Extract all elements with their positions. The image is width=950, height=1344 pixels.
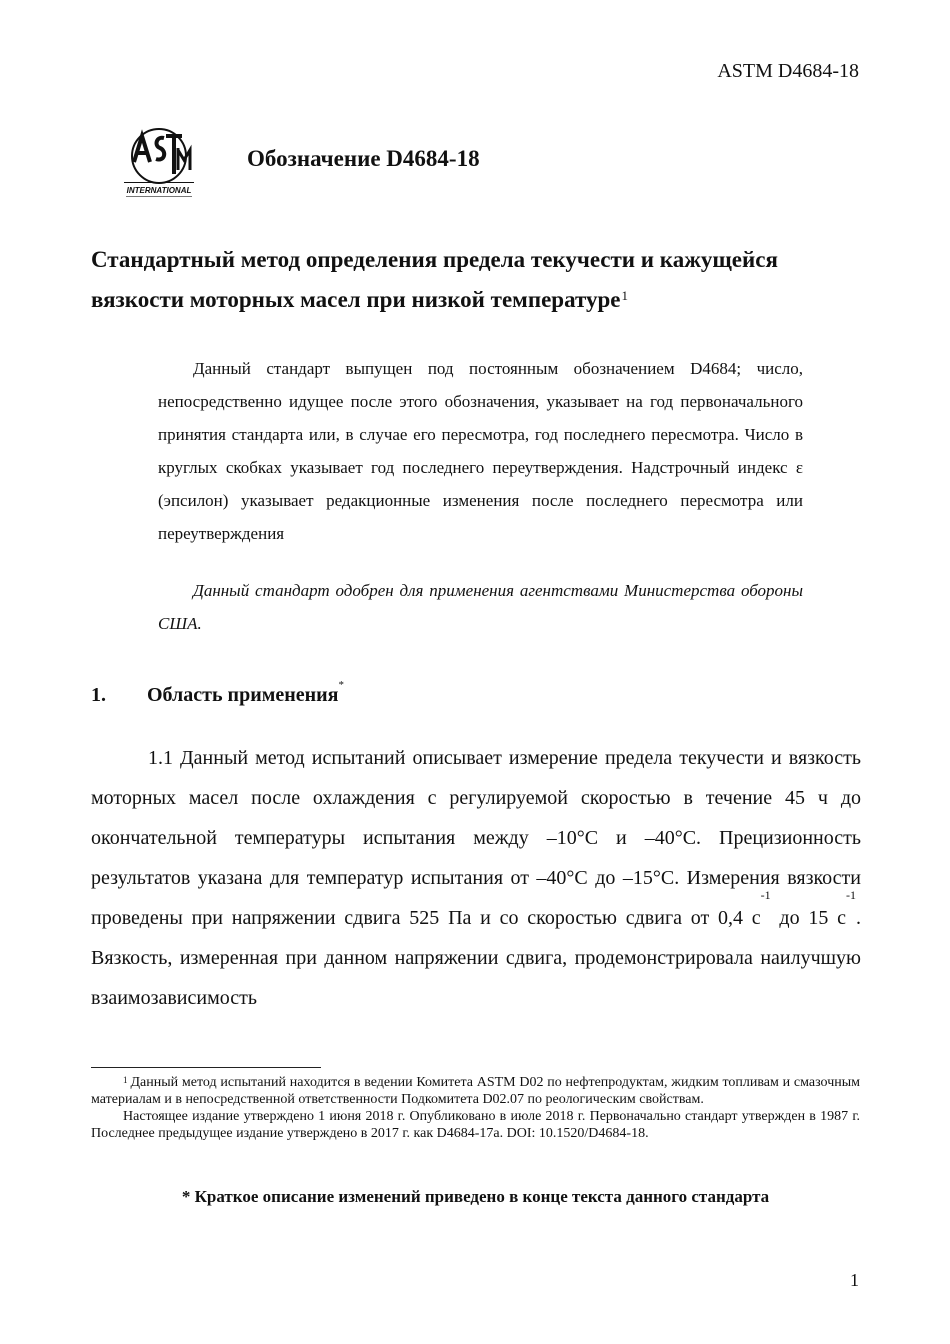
paragraph-text-part-3: . Вязкость, измеренная при данном напряжении сдвига, продемонстрировала наилучшую взаимозависимость	[91, 907, 861, 1009]
running-header: ASTM D4684-18	[717, 60, 859, 82]
footnote-1	[91, 1074, 860, 1108]
exponent: -1	[846, 888, 856, 902]
exponent: -1	[760, 888, 771, 902]
paragraph-text-part-1: 1.1 Данный метод испытаний описывает измерение предела текучести и вязкость моторных масел после охлаждения с регулируемой скоростью в течение 45 ч до окончательной температуры испытания между –10°C и –40°C. Прецизионность результатов указана для температур испытания от –40°C до –15°C. Измерения вязкости проведены при напряжении сдвига 525 Па и со скоростью сдвига от 0,4 с	[91, 747, 861, 929]
footnotes	[91, 1074, 860, 1142]
footnote-text: Данный метод испытаний находится в ведении Комитета ASTM D02 по нефтепродуктам, жидким топливам и смазочным материалам и в непосредственной ответственности Подкомитета D02.07 по реологическим свойствам.	[91, 1075, 860, 1107]
paragraph-text-part-2: до 15 с	[770, 907, 846, 929]
paragraph-1-1	[91, 738, 861, 1018]
astm-logo-icon	[116, 126, 202, 200]
section-marker: *	[338, 679, 344, 691]
designation: Обозначение D4684-18	[247, 146, 480, 171]
section-heading	[91, 679, 344, 707]
astm-logo	[116, 126, 202, 200]
title-line-1: Стандартный метод определения предела текучести и кажущейся	[91, 247, 778, 272]
changes-note: * Краткое описание изменений приведено в конце текста данного стандарта	[181, 1187, 770, 1206]
document-title	[91, 240, 861, 320]
footnote-marker: 1	[123, 1075, 128, 1085]
page-number: 1	[850, 1270, 859, 1290]
title-footnote-ref: 1	[621, 288, 628, 303]
footnote-divider	[91, 1067, 321, 1068]
section-number: 1.	[91, 684, 106, 706]
section-title: Область применения	[147, 684, 339, 706]
dod-approval-note: Данный стандарт одобрен для применения агентствами Министерства обороны США.	[158, 581, 803, 633]
title-line-2: вязкости моторных масел при низкой температуре	[91, 287, 621, 312]
standard-notice: Данный стандарт выпущен под постоянным обозначением D4684; число, непосредственно идущее после этого обозначения, указывает на год первоначального принятия стандарта или, в случае его пересмотра, год последнего пересмотра. Число в круглых скобках указывает год последнего переутверждения. Надстрочный индекс ε (эпсилон) указывает редакционные изменения после последнего пересмотра или переутверждения	[158, 359, 803, 543]
edition-note: Настоящее издание утверждено 1 июня 2018 г. Опубликовано в июле 2018 г. Первоначально стандарт утвержден в 1987 г. Последнее предыдущее издание утверждено в 2017 г. как D4684-17a. DOI: 10.1520/D4684-18.	[91, 1109, 860, 1141]
svg-text:INTERNATIONAL: INTERNATIONAL	[126, 186, 192, 195]
